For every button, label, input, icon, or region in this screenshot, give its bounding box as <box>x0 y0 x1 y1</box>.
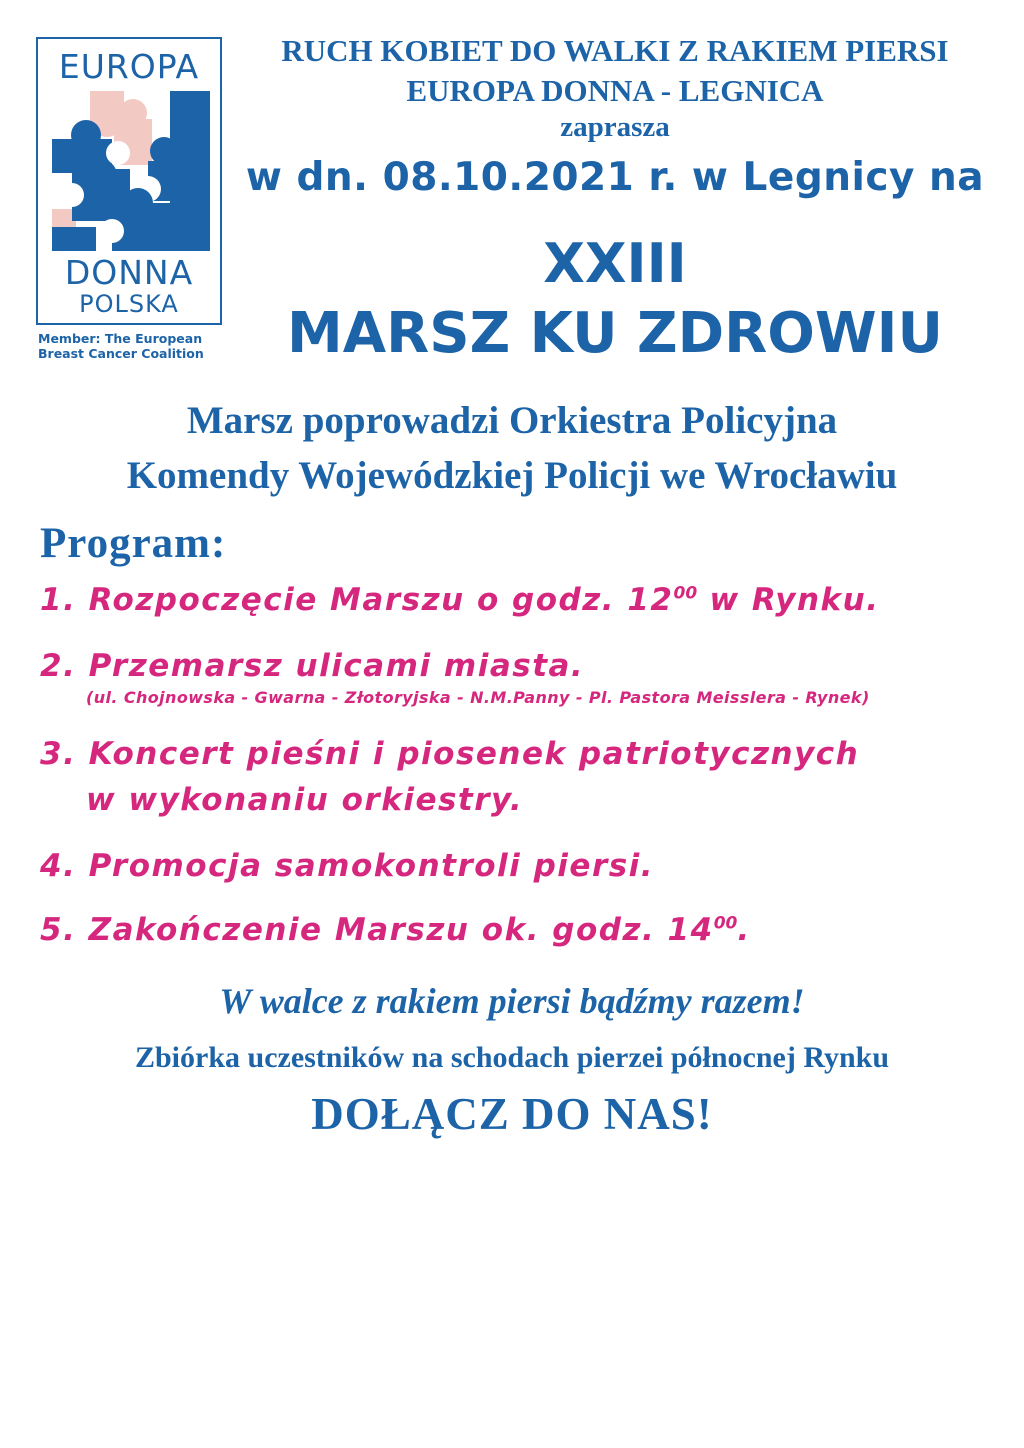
europa-donna-logo <box>36 37 222 325</box>
logo-word-polska: POLSKA <box>79 290 179 318</box>
march-route: (ul. Chojnowska - Gwarna - Złotoryjska - N.M.Panny - Pl. Pastora Meisslera - Rynek) <box>86 688 870 707</box>
organization-branch: EUROPA DONNA - LEGNICA <box>406 73 824 108</box>
member-line-1: Member: The European <box>38 331 203 346</box>
member-line-2: Breast Cancer Coalition <box>38 346 204 361</box>
event-title: MARSZ KU ZDROWIU <box>287 301 943 366</box>
event-edition: XXIII <box>543 232 687 295</box>
logo-word-donna: DONNA <box>64 253 194 292</box>
logo-word-europa: EUROPA <box>58 47 200 86</box>
lead-line-1: Marsz poprowadzi Orkiestra Policyjna <box>186 399 838 442</box>
join-us-callout: DOŁĄCZ DO NAS! <box>311 1089 713 1139</box>
program-heading: Program: <box>40 520 227 567</box>
invitation-word: zaprasza <box>560 111 670 143</box>
event-date-line: w dn. 08.10.2021 r. w Legnicy na <box>245 155 985 200</box>
coalition-membership-note <box>38 331 224 361</box>
puzzle-people-icon <box>52 91 210 251</box>
program-item-5: 5. Zakończenie Marszu ok. godz. $14^{00}$. <box>40 912 751 948</box>
organization-name: RUCH KOBIET DO WALKI Z RAKIEM PIERSI <box>281 33 949 68</box>
gathering-place: Zbiórka uczestników na schodach pierzei północnej Rynku <box>134 1041 890 1074</box>
program-item-2: 2. Przemarsz ulicami miasta. <box>40 648 585 684</box>
motto: W walce z rakiem piersi bądźmy razem! <box>219 981 805 1021</box>
program-item-3-continuation: w wykonaniu orkiestry. <box>86 782 524 818</box>
lead-line-2: Komendy Wojewódzkiej Policji we Wrocławiu <box>126 454 898 497</box>
program-item-3: 3. Koncert pieśni i piosenek patriotycznych <box>40 736 860 772</box>
program-item-4: 4. Promocja samokontroli piersi. <box>40 848 655 884</box>
program-item-1: 1. Rozpoczęcie Marszu o godz. $12^{00}$ w Rynku. <box>40 582 880 618</box>
